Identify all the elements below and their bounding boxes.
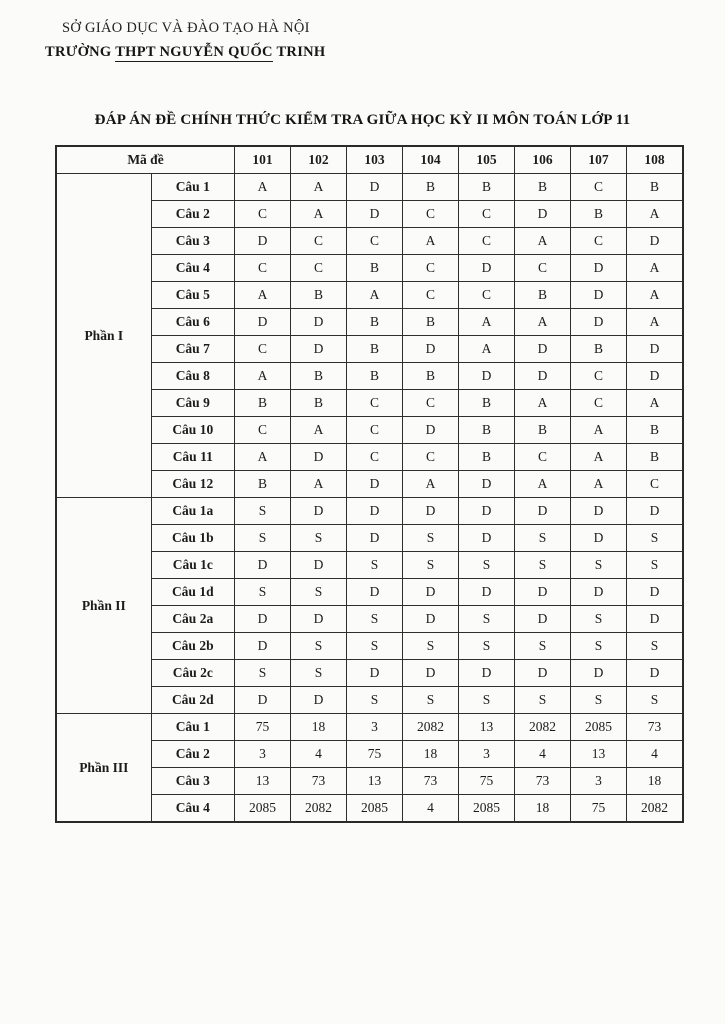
code-label-cell: Mã đề [56,146,235,174]
answer-cell: S [515,633,571,660]
answer-cell: C [235,255,291,282]
answer-cell: A [515,309,571,336]
answer-cell: D [627,363,684,390]
answer-cell: A [459,309,515,336]
answer-cell: A [627,255,684,282]
question-label: Câu 1c [151,552,234,579]
answer-cell: 2082 [627,795,684,823]
question-label: Câu 10 [151,417,234,444]
answer-cell: A [291,174,347,201]
section-label: Phần II [56,498,151,714]
answer-cell: A [291,201,347,228]
table-row [56,444,683,471]
question-label: Câu 9 [151,390,234,417]
answer-cell: D [571,282,627,309]
question-label: Câu 12 [151,471,234,498]
answer-cell: A [291,471,347,498]
answer-cell: 18 [515,795,571,823]
answer-cell: D [403,498,459,525]
answer-cell: 2085 [235,795,291,823]
answer-cell: S [515,687,571,714]
answer-cell: S [347,633,403,660]
answer-cell: S [571,633,627,660]
answer-cell: 73 [627,714,684,741]
answer-cell: D [347,525,403,552]
answer-cell: C [235,201,291,228]
answer-table-head-row [56,146,683,174]
answer-cell: C [403,255,459,282]
answer-cell: S [403,552,459,579]
letterhead [45,20,326,61]
answer-table [55,145,684,823]
table-row [56,363,683,390]
answer-cell: C [403,390,459,417]
answer-cell: D [235,606,291,633]
answer-cell: D [627,336,684,363]
question-label: Câu 7 [151,336,234,363]
answer-cell: B [347,255,403,282]
school-name-prefix: TRƯỜNG [45,44,116,60]
answer-cell: S [235,660,291,687]
answer-cell: D [459,363,515,390]
answer-cell: S [291,579,347,606]
answer-key-title: ĐÁP ÁN ĐỀ CHÍNH THỨC KIỂM TRA GIỮA HỌC KỲ II MÔN TOÁN LỚP 11 [94,112,631,128]
question-label: Câu 3 [151,768,234,795]
school-name-underlined: THPT NGUYỄN QUỐC [115,44,273,60]
answer-cell: C [235,417,291,444]
answer-cell: D [515,336,571,363]
answer-cell: A [235,174,291,201]
section-label: Phần III [56,714,151,823]
answer-cell: A [459,336,515,363]
question-label: Câu 4 [151,795,234,823]
answer-cell: B [627,174,684,201]
question-label: Câu 1a [151,498,234,525]
answer-cell: 4 [403,795,459,823]
answer-cell: S [235,498,291,525]
table-row [56,768,683,795]
answer-cell: S [515,552,571,579]
table-row [56,687,683,714]
answer-cell: A [627,390,684,417]
answer-cell: B [627,444,684,471]
answer-cell: D [571,309,627,336]
answer-cell: D [403,336,459,363]
answer-cell: C [291,255,347,282]
table-row [56,282,683,309]
answer-cell: 4 [291,741,347,768]
answer-cell: D [347,579,403,606]
answer-cell: C [459,228,515,255]
answer-cell: D [347,660,403,687]
answer-cell: B [459,390,515,417]
answer-cell: D [627,606,684,633]
exam-code-header: 107 [571,146,627,174]
answer-cell: S [347,606,403,633]
answer-cell: A [571,471,627,498]
answer-cell: D [515,498,571,525]
school-name [45,44,326,61]
answer-cell: A [571,417,627,444]
answer-cell: D [571,579,627,606]
answer-cell: B [291,282,347,309]
answer-cell: D [459,660,515,687]
exam-code-header: 105 [459,146,515,174]
answer-cell: B [403,309,459,336]
table-row [56,741,683,768]
question-label: Câu 3 [151,228,234,255]
answer-cell: S [291,525,347,552]
table-row [56,417,683,444]
answer-cell: S [627,552,684,579]
answer-cell: A [347,282,403,309]
answer-cell: 13 [347,768,403,795]
table-row [56,309,683,336]
answer-cell: C [571,363,627,390]
answer-cell: 2085 [459,795,515,823]
answer-cell: D [515,363,571,390]
answer-cell: B [459,174,515,201]
answer-cell: 2082 [291,795,347,823]
answer-cell: D [459,498,515,525]
answer-cell: S [627,525,684,552]
answer-cell: A [403,471,459,498]
question-label: Câu 2c [151,660,234,687]
answer-cell: S [459,606,515,633]
table-row [56,174,683,201]
answer-cell: S [571,606,627,633]
table-row [56,498,683,525]
answer-cell: D [459,579,515,606]
answer-cell: D [571,498,627,525]
answer-cell: D [515,606,571,633]
table-row [56,390,683,417]
answer-cell: D [515,201,571,228]
answer-cell: C [627,471,684,498]
answer-cell: A [571,444,627,471]
answer-cell: S [235,579,291,606]
answer-cell: S [291,660,347,687]
answer-cell: C [347,444,403,471]
answer-cell: D [347,471,403,498]
answer-cell: A [627,201,684,228]
answer-table-body [56,174,683,823]
answer-cell: 75 [235,714,291,741]
department-name: SỞ GIÁO DỤC VÀ ĐÀO TẠO HÀ NỘI [62,20,310,36]
answer-cell: 2085 [571,714,627,741]
answer-cell: B [347,363,403,390]
answer-cell: D [347,174,403,201]
answer-cell: D [627,228,684,255]
answer-cell: D [459,471,515,498]
answer-cell: C [291,228,347,255]
answer-cell: C [235,336,291,363]
answer-cell: 2082 [515,714,571,741]
answer-cell: S [627,687,684,714]
answer-cell: D [571,255,627,282]
answer-cell: D [403,660,459,687]
answer-cell: D [235,552,291,579]
answer-cell: 73 [291,768,347,795]
answer-cell: D [515,660,571,687]
answer-cell: D [403,606,459,633]
question-label: Câu 2 [151,201,234,228]
table-row [56,795,683,823]
table-row [56,201,683,228]
answer-cell: D [459,255,515,282]
answer-cell: D [235,687,291,714]
answer-cell: B [571,201,627,228]
answer-cell: C [515,255,571,282]
answer-cell: B [571,336,627,363]
answer-cell: 75 [347,741,403,768]
table-row [56,606,683,633]
answer-cell: C [571,228,627,255]
table-row [56,255,683,282]
answer-cell: 3 [347,714,403,741]
answer-cell: 4 [627,741,684,768]
answer-cell: 73 [403,768,459,795]
answer-cell: A [515,471,571,498]
answer-cell: D [627,660,684,687]
answer-cell: S [459,633,515,660]
answer-cell: D [627,498,684,525]
answer-cell: D [235,309,291,336]
table-row [56,471,683,498]
exam-code-header: 106 [515,146,571,174]
question-label: Câu 1 [151,174,234,201]
answer-cell: D [403,417,459,444]
answer-cell: A [291,417,347,444]
answer-cell: D [291,687,347,714]
answer-cell: D [291,606,347,633]
answer-cell: D [291,444,347,471]
answer-cell: A [627,282,684,309]
answer-cell: B [627,417,684,444]
answer-cell: A [403,228,459,255]
table-row [56,336,683,363]
answer-cell: S [515,525,571,552]
answer-cell: C [459,282,515,309]
answer-cell: B [347,336,403,363]
answer-cell: C [403,201,459,228]
answer-cell: A [515,390,571,417]
table-row [56,660,683,687]
answer-cell: D [627,579,684,606]
answer-cell: C [515,444,571,471]
question-label: Câu 2d [151,687,234,714]
exam-code-header: 101 [235,146,291,174]
answer-cell: A [627,309,684,336]
table-row [56,552,683,579]
answer-cell: 2085 [347,795,403,823]
question-label: Câu 2a [151,606,234,633]
answer-cell: S [571,687,627,714]
answer-cell: D [515,579,571,606]
answer-cell: B [459,444,515,471]
answer-cell: D [571,525,627,552]
answer-cell: B [235,471,291,498]
school-name-suffix: TRINH [272,44,326,60]
answer-cell: C [403,444,459,471]
answer-cell: 3 [459,741,515,768]
answer-cell: 13 [235,768,291,795]
answer-cell: D [571,660,627,687]
answer-cell: D [459,525,515,552]
answer-cell: C [347,228,403,255]
answer-cell: S [291,633,347,660]
answer-cell: S [235,525,291,552]
answer-cell: A [235,282,291,309]
question-label: Câu 1b [151,525,234,552]
answer-cell: D [291,498,347,525]
answer-cell: 18 [627,768,684,795]
answer-cell: C [571,390,627,417]
answer-cell: B [235,390,291,417]
answer-cell: D [235,633,291,660]
answer-cell: B [291,363,347,390]
answer-cell: 4 [515,741,571,768]
question-label: Câu 1d [151,579,234,606]
question-label: Câu 2 [151,741,234,768]
answer-cell: S [627,633,684,660]
answer-cell: A [235,363,291,390]
question-label: Câu 5 [151,282,234,309]
answer-cell: C [347,417,403,444]
answer-cell: B [403,363,459,390]
answer-cell: 13 [459,714,515,741]
answer-cell: B [291,390,347,417]
question-label: Câu 2b [151,633,234,660]
answer-cell: D [347,201,403,228]
section-label: Phần I [56,174,151,498]
answer-cell: C [347,390,403,417]
answer-cell: 73 [515,768,571,795]
exam-code-header: 108 [627,146,684,174]
table-row [56,714,683,741]
answer-cell: A [515,228,571,255]
answer-cell: 2082 [403,714,459,741]
answer-cell: D [403,579,459,606]
answer-cell: D [235,228,291,255]
answer-cell: S [571,552,627,579]
answer-cell: S [403,687,459,714]
question-label: Câu 1 [151,714,234,741]
answer-cell: B [403,174,459,201]
answer-cell: D [291,309,347,336]
answer-cell: S [403,633,459,660]
answer-cell: D [291,552,347,579]
question-label: Câu 6 [151,309,234,336]
exam-code-header: 102 [291,146,347,174]
answer-cell: A [235,444,291,471]
exam-code-header: 103 [347,146,403,174]
answer-cell: B [459,417,515,444]
answer-cell: B [347,309,403,336]
table-row [56,525,683,552]
answer-cell: C [403,282,459,309]
answer-cell: B [515,174,571,201]
answer-cell: D [347,498,403,525]
answer-cell: 3 [235,741,291,768]
answer-cell: B [515,417,571,444]
answer-cell: 18 [403,741,459,768]
question-label: Câu 8 [151,363,234,390]
table-row [56,579,683,606]
answer-cell: 75 [459,768,515,795]
answer-cell: 3 [571,768,627,795]
answer-cell: D [291,336,347,363]
answer-cell: S [459,552,515,579]
answer-cell: 75 [571,795,627,823]
answer-cell: S [347,552,403,579]
answer-cell: S [459,687,515,714]
answer-cell: C [571,174,627,201]
answer-cell: 13 [571,741,627,768]
answer-cell: B [515,282,571,309]
table-row [56,228,683,255]
question-label: Câu 4 [151,255,234,282]
answer-cell: S [403,525,459,552]
exam-code-header: 104 [403,146,459,174]
answer-cell: 18 [291,714,347,741]
table-row [56,633,683,660]
question-label: Câu 11 [151,444,234,471]
answer-cell: C [459,201,515,228]
answer-cell: S [347,687,403,714]
